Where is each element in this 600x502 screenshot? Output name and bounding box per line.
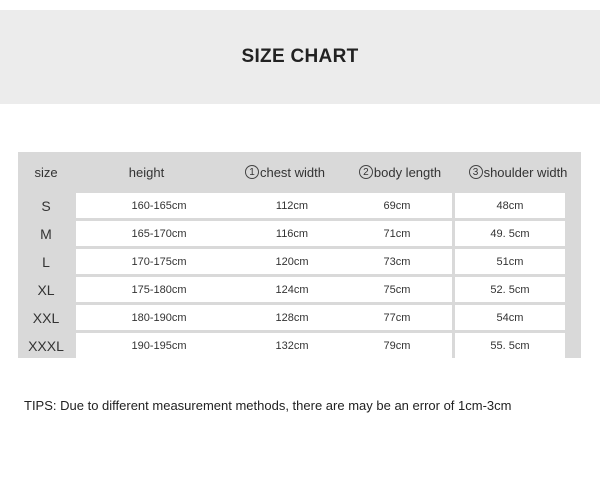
- table-row: [18, 276, 581, 303]
- header-body-length-label: body length: [373, 164, 442, 180]
- table-header-row: [18, 152, 581, 192]
- circled-number-1: 1: [245, 165, 259, 179]
- table-row: [18, 332, 581, 359]
- shoulder-cell: 55. 5cm: [455, 333, 565, 358]
- table-row: [18, 192, 581, 219]
- height-cell: 170-175cm: [76, 249, 242, 274]
- header-body-length: [344, 152, 456, 192]
- table-row: [18, 248, 581, 275]
- size-label: L: [42, 253, 50, 270]
- chest-cell: 124cm: [230, 277, 354, 302]
- header-chest-width: [230, 152, 340, 192]
- size-label: XXL: [32, 309, 60, 326]
- size-label: XXXL: [28, 337, 64, 354]
- size-table: [18, 152, 581, 358]
- shoulder-cell: 54cm: [455, 305, 565, 330]
- length-cell: 79cm: [342, 333, 452, 358]
- height-cell: 190-195cm: [76, 333, 242, 358]
- length-cell: 77cm: [342, 305, 452, 330]
- length-cell: 71cm: [342, 221, 452, 246]
- height-cell: 175-180cm: [76, 277, 242, 302]
- chest-cell: 116cm: [230, 221, 354, 246]
- header-shoulder-width: [456, 152, 580, 192]
- height-cell: 160-165cm: [76, 193, 242, 218]
- chest-cell: 112cm: [230, 193, 354, 218]
- size-label: S: [41, 197, 51, 214]
- title-banner: [0, 10, 600, 104]
- tips-note: TIPS: Due to different measurement methods, there are may be an error of 1cm-3cm: [24, 398, 512, 413]
- height-cell: 180-190cm: [76, 305, 242, 330]
- table-row: [18, 304, 581, 331]
- length-cell: 75cm: [342, 277, 452, 302]
- shoulder-cell: 51cm: [455, 249, 565, 274]
- length-cell: 69cm: [342, 193, 452, 218]
- shoulder-cell: 52. 5cm: [455, 277, 565, 302]
- table-row: [18, 220, 581, 247]
- chest-cell: 132cm: [230, 333, 354, 358]
- header-chest-width-label: chest width: [259, 164, 326, 180]
- header-shoulder-width-label: shoulder width: [483, 164, 568, 180]
- header-size: size: [34, 164, 58, 180]
- size-label: XL: [37, 281, 55, 298]
- length-cell: 73cm: [342, 249, 452, 274]
- height-cell: 165-170cm: [76, 221, 242, 246]
- chest-cell: 120cm: [230, 249, 354, 274]
- circled-number-3: 3: [469, 165, 483, 179]
- shoulder-cell: 49. 5cm: [455, 221, 565, 246]
- chest-cell: 128cm: [230, 305, 354, 330]
- shoulder-cell: 48cm: [455, 193, 565, 218]
- size-label: M: [40, 225, 52, 242]
- circled-number-2: 2: [359, 165, 373, 179]
- page-title: SIZE CHART: [241, 46, 359, 67]
- header-height: height: [128, 164, 165, 180]
